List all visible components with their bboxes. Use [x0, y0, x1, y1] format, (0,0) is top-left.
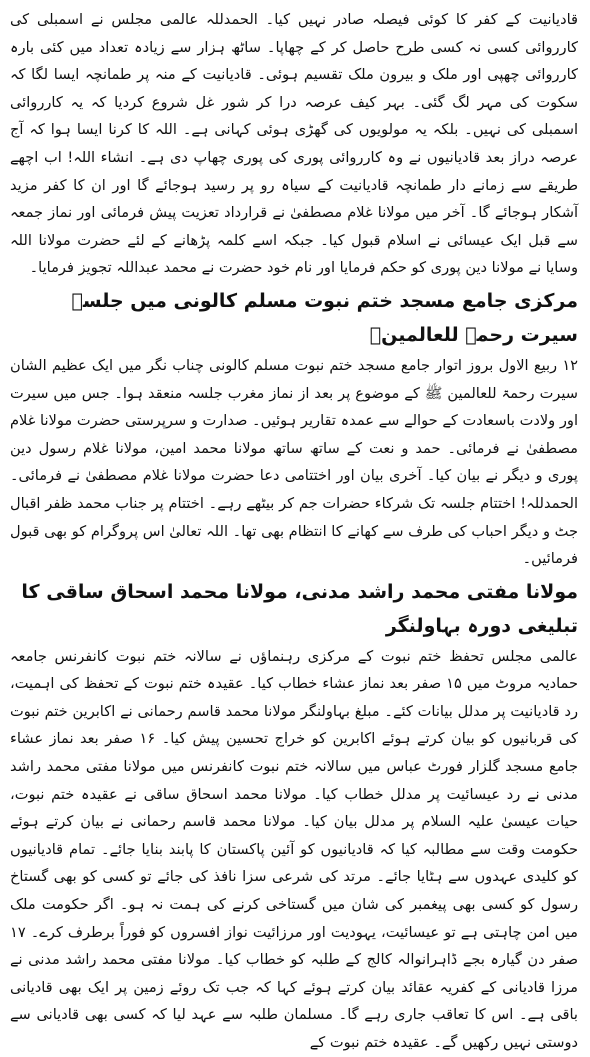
tour-section-paragraph: عالمی مجلس تحفظ ختم نبوت کے مرکزی رہنماؤں نے سالانہ ختم نبوت کانفرنس جامعہ حمادیہ مروٹ میں ۱۵ صفر بعد نماز عشاء خطاب کیا۔ عقیدہ ختم نبوت کے تحفظ کی اہمیت، رد قادیانیت پر مدلل بیانات کئے۔ مبلغ بہاولنگر مولانا محمد قاسم رحمانی نے اکابرین ختم نبوت کی قربانیوں کو بیان کرتے ہوئے اکابرین کو خراج تحسین پیش کیا۔ ۱۶ صفر بعد نماز عشاء جامع مسجد گلزار فورٹ عباس میں سالانہ ختم نبوت کانفرنس میں مولانا مفتی محمد راشد مدنی نے رد عیسائیت پر مدلل خطاب کیا۔ مولانا محمد اسحاق ساقی نے عقیدہ ختم نبوت، حیات عیسیٰ علیہ السلام پر مدلل بیان کیا۔ مولانا محمد قاسم رحمانی نے بیان کرتے ہوئے حکومت وقت سے مطالبہ کیا کہ قادیانیوں کو آئین پاکستان کا پابند بنایا جائے۔ تمام قادیانیوں کو کلیدی عہدوں سے ہٹایا جائے۔ مرتد کی شرعی سزا نافذ کی جائے تو کسی کو بھی گستاخ رسول کو کسی بھی پیغمبر کی شان میں گستاخی کرنے کی ہمت نہ ہو۔ اگر حکومت ملک میں امن چاہتی ہے تو عیسائیت، یہودیت اور مرزائیت نواز افسروں کو فوراً برطرف کرے۔ ۱۷ صفر دن گیارہ بجے ڈاہرانوالہ کالج کے طلبہ کو خطاب کیا۔ مولانا مفتی محمد راشد مدنی نے مرزا قادیانی کے کفریہ عقائد بیان کرتے ہوئے کہا کہ جب تک روئے زمین پر ایک بھی قادیانی باقی ہے۔ اس کا تعاقب جاری رہے گا۔ مسلمان طلبہ سے عہد لیا کہ کسی بھی قادیانی سے دوستی نہیں رکھیں گے۔ عقیدہ ختم نبوت کے [10, 647, 579, 1051]
intro-paragraph: قادیانیت کے کفر کا کوئی فیصلہ صادر نہیں کیا۔ الحمدللہ عالمی مجلس نے اسمبلی کی کارروائی کسی نہ کسی طرح حاصل کر کے چھاپا۔ ساٹھ ہزار سے زیادہ تعداد میں کئی بارہ کارروائی چھپی اور ملک و بیرون ملک تقسیم ہوئی۔ قادیانیت کے منہ پر طمانچہ ایسا لگا کہ سکوت کی مہر لگ گئی۔ بہر کیف عرصہ درا کر شور غل شروع کردیا کہ یہ کارروائی اسمبلی کی نہیں۔ بلکہ یہ مولویوں کی گھڑی ہوئی کہانی ہے۔ اللہ کا کرنا ایسا ہوا کہ آج عرصہ دراز بعد قادیانیوں نے وہ کارروائی پوری کی پوری چھاپ دی ہے۔ انشاء اللہ! اب اچھے طریقے سے زمانے دار طمانچہ قادیانیت کے سیاہ رو پر رسید ہوجائے گا اور ان کا کفر مزید آشکار ہوجائے گا۔ آخر میں مولانا غلام مصطفیٰ نے قرارداد تعزیت پیش فرمائی اور نماز جمعہ سے قبل ایک عیسائی نے اسلام قبول کیا۔ جبکہ اسے کلمہ پڑھانے کے لئے حضرت مولانا اللہ وسایا نے مولانا دین پوری کو حکم فرمایا اور نام خود حضرت نے محمد عبداللہ تجویز فرمایا۔ [10, 11, 578, 277]
seerat-section-heading: مرکزی جامع مسجد ختم نبوت مسلم کالونی میں جلسہ سیرت رحمۃ للعالمینؐ [71, 289, 578, 346]
tour-section-heading: مولانا مفتی محمد راشد مدنی، مولانا محمد اسحاق ساقی کا تبلیغی دورہ بہاولنگر [21, 580, 578, 637]
seerat-section-paragraph: ۱۲ ربیع الاول بروز اتوار جامع مسجد ختم نبوت مسلم کالونی چناب نگر میں ایک عظیم الشان سیرت رحمۃ للعالمین ﷺ کے موضوع پر بعد از نماز مغرب جلسہ منعقد ہوا۔ جس میں سیرت اور ولادت باسعادت کے حوالے سے عمدہ تقاریر ہوئیں۔ صدارت و سرپرستی حضرت مولانا غلام مصطفیٰ نے فرمائی۔ حمد و نعت کے ساتھ ساتھ مولانا محمد امین، مولانا غلام رسول دین پوری و دیگر نے بیان کیا۔ آخری بیان اور اختتامی دعا حضرت مولانا غلام مصطفیٰ نے فرمائی۔ الحمدللہ! اختتام جلسہ تک شرکاء حضرات جم کر بیٹھے رہے۔ اختتام پر جناب محمد ظفر اقبال جٹ و دیگر احباب کی طرف سے کھانے کا انتظام بھی تھا۔ اللہ تعالیٰ اس پروگرام کو بھی قبول فرمائیں۔ [10, 356, 578, 568]
